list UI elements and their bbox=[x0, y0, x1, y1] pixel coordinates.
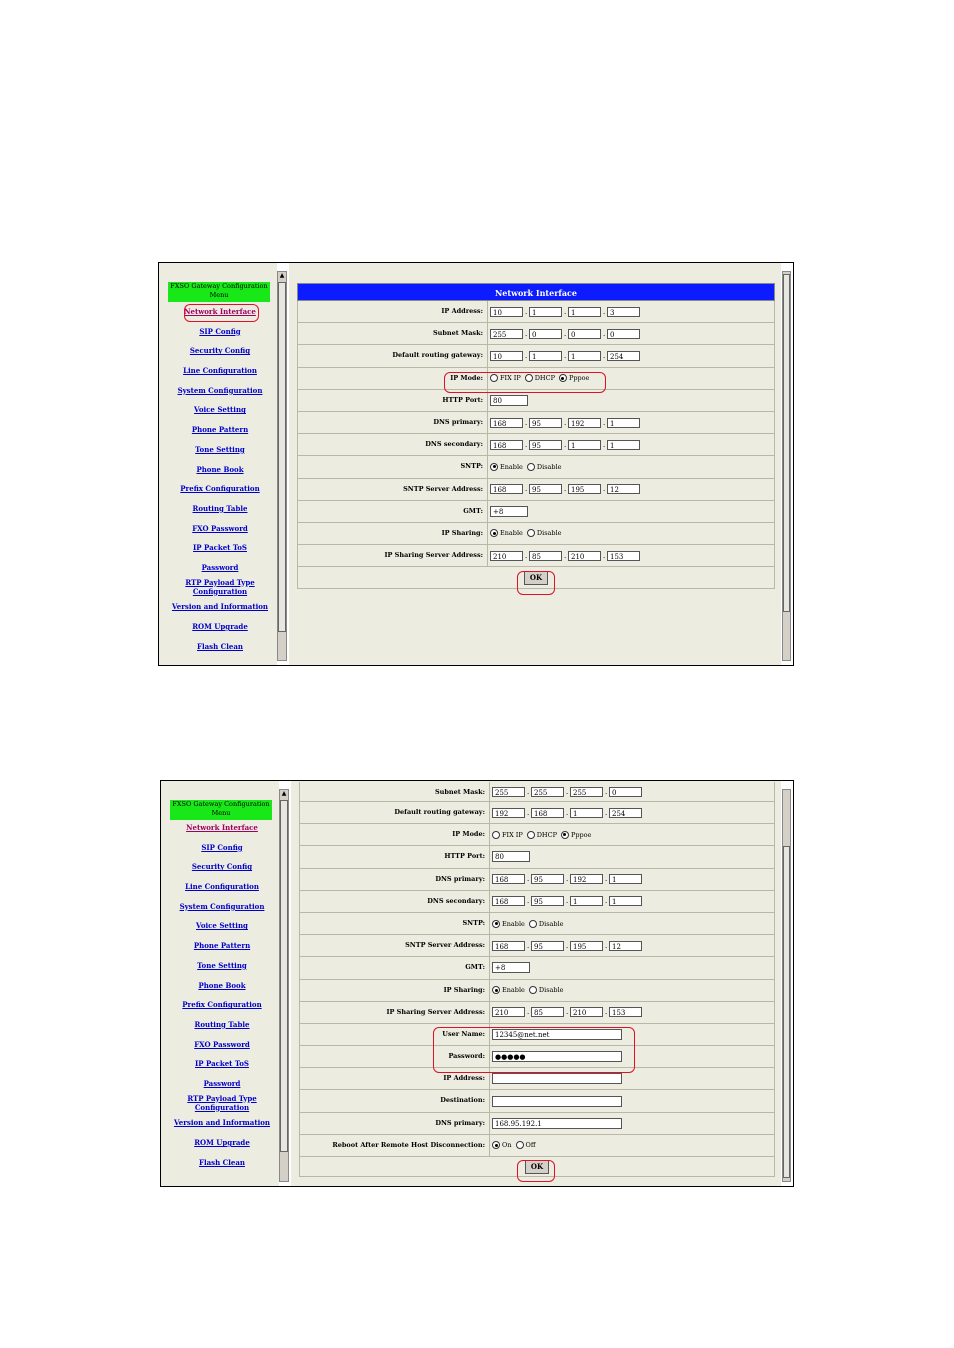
label-subnet-mask: Subnet Mask: bbox=[298, 323, 488, 344]
gateway2-octet-3[interactable]: 1 bbox=[570, 808, 603, 818]
ip-sharing-octet-1[interactable]: 210 bbox=[490, 551, 523, 561]
label-sntp-server: SNTP Server Address: bbox=[298, 479, 488, 500]
sntp2-octet-2[interactable]: 95 bbox=[531, 941, 564, 951]
row-ip-sharing-server: IP Sharing Server Address: 210 . 85 . 210 . 153 bbox=[297, 545, 775, 567]
label-ip-sharing: IP Sharing: bbox=[298, 523, 488, 544]
label-dns-primary: DNS primary: bbox=[298, 412, 488, 433]
menu-scrollbar-thumb[interactable] bbox=[278, 282, 286, 632]
scroll-up-arrow-icon-2[interactable]: ▲ bbox=[281, 790, 287, 797]
row-gmt bbox=[297, 501, 775, 523]
ip-sharing-octet-3[interactable]: 210 bbox=[568, 551, 601, 561]
menu-version-information[interactable]: Version and Information bbox=[171, 602, 268, 612]
menu-ip-packet-tos-2[interactable]: IP Packet ToS bbox=[195, 1059, 249, 1069]
config-menu-panel-2 bbox=[161, 781, 279, 1186]
menu-system-configuration[interactable]: System Configuration bbox=[177, 385, 263, 395]
subnet2-octet-4[interactable]: 0 bbox=[609, 787, 642, 797]
radio-dhcp-2[interactable]: DHCP bbox=[527, 831, 557, 839]
menu-line-configuration[interactable]: Line Configuration bbox=[183, 366, 257, 376]
row-dns-primary-2: DNS primary: 168 . 95 . 192 . 1 bbox=[299, 869, 775, 891]
config-menu-2 bbox=[161, 818, 283, 1172]
dns2-secondary-octet-3[interactable]: 1 bbox=[570, 896, 603, 906]
menu-tone-setting-2[interactable]: Tone Setting bbox=[197, 960, 247, 970]
menu-prefix-configuration-2[interactable]: Prefix Configuration bbox=[182, 1000, 262, 1010]
row-sntp-2 bbox=[299, 913, 775, 935]
radio-ip-sharing-disable-2[interactable]: Disable bbox=[529, 986, 564, 994]
label-user-name: User Name: bbox=[300, 1024, 490, 1045]
row-dns-secondary-2: DNS secondary: 168 . 95 . 1 . 1 bbox=[299, 891, 775, 913]
highlight-ip-mode bbox=[444, 372, 606, 393]
pppoe-ip-address-input[interactable] bbox=[492, 1073, 622, 1084]
menu-security-config[interactable]: Security Config bbox=[189, 346, 251, 356]
menu-voice-setting-2[interactable]: Voice Setting bbox=[196, 921, 248, 931]
menu-phone-book-2[interactable]: Phone Book bbox=[198, 980, 246, 990]
dns-primary-octet-1[interactable]: 168 bbox=[490, 418, 523, 428]
ok-button[interactable]: OK bbox=[524, 571, 548, 585]
row-dns-primary: DNS primary: 168 . 95 . 192 . 1 bbox=[297, 412, 775, 434]
label-password: Password: bbox=[300, 1046, 490, 1067]
menu-flash-clean[interactable]: Flash Clean bbox=[197, 641, 243, 651]
label-pppoe-dns-primary: DNS primary: bbox=[300, 1113, 490, 1134]
label-ip-sharing-2: IP Sharing: bbox=[300, 980, 490, 1001]
radio-reboot-off[interactable]: Off bbox=[516, 1141, 536, 1149]
menu-password-2[interactable]: Password bbox=[203, 1078, 241, 1088]
sntp2-octet-3[interactable]: 195 bbox=[570, 941, 603, 951]
dns2-primary-octet-3[interactable]: 192 bbox=[570, 874, 603, 884]
label-dns-secondary-2: DNS secondary: bbox=[300, 891, 490, 912]
gateway-octet-2[interactable]: 1 bbox=[529, 351, 562, 361]
menu-phone-pattern-2[interactable]: Phone Pattern bbox=[193, 941, 251, 951]
radio-fix-ip[interactable]: FIX IP bbox=[490, 374, 521, 382]
menu-header: FXSO Gateway Configuration Menu bbox=[168, 282, 270, 302]
subnet-octet-1[interactable]: 255 bbox=[490, 329, 523, 339]
gateway-octet-4[interactable]: 254 bbox=[607, 351, 640, 361]
screenshot-network-interface bbox=[158, 262, 794, 666]
content-scrollbar[interactable] bbox=[782, 271, 791, 661]
label-ip-address: IP Address: bbox=[298, 301, 488, 322]
menu-phone-pattern[interactable]: Phone Pattern bbox=[191, 425, 249, 435]
label-subnet-mask-2: Subnet Mask: bbox=[300, 782, 490, 801]
row-dns-secondary: DNS secondary: 168 . 95 . 1 . 1 bbox=[297, 434, 775, 456]
dns-secondary-octet-4[interactable]: 1 bbox=[607, 440, 640, 450]
sntp2-octet-4[interactable]: 12 bbox=[609, 941, 642, 951]
pppoe-form bbox=[299, 782, 775, 1177]
ip-address-octet-3[interactable]: 1 bbox=[568, 307, 601, 317]
gmt-input[interactable]: +8 bbox=[490, 506, 528, 517]
network-interface-panel bbox=[289, 263, 781, 665]
sntp-octet-4[interactable]: 12 bbox=[607, 484, 640, 494]
label-ip-mode: IP Mode: bbox=[298, 368, 488, 389]
menu-version-information-2[interactable]: Version and Information bbox=[173, 1118, 270, 1128]
menu-system-configuration-2[interactable]: System Configuration bbox=[179, 901, 265, 911]
subnet-octet-4[interactable]: 0 bbox=[607, 329, 640, 339]
dns2-secondary-octet-1[interactable]: 168 bbox=[492, 896, 525, 906]
ip-sharing-octet-4[interactable]: 153 bbox=[607, 551, 640, 561]
menu-header-2: FXSO Gateway Configuration Menu bbox=[170, 800, 272, 820]
dns-primary-octet-2[interactable]: 95 bbox=[529, 418, 562, 428]
highlight-ok-button bbox=[517, 571, 555, 595]
row-sntp-server-2: SNTP Server Address: 168 . 95 . 195 . 12 bbox=[299, 935, 775, 957]
sntp-octet-3[interactable]: 195 bbox=[568, 484, 601, 494]
menu-flash-clean-2[interactable]: Flash Clean bbox=[199, 1157, 245, 1167]
ip-address-octet-1[interactable]: 10 bbox=[490, 307, 523, 317]
menu-line-configuration-2[interactable]: Line Configuration bbox=[185, 882, 259, 892]
dns2-primary-octet-4[interactable]: 1 bbox=[609, 874, 642, 884]
sntp-octet-1[interactable]: 168 bbox=[490, 484, 523, 494]
label-sntp: SNTP: bbox=[298, 456, 488, 477]
radio-ip-sharing-enable-2[interactable]: Enable bbox=[492, 986, 525, 994]
subnet2-octet-1[interactable]: 255 bbox=[492, 787, 525, 797]
radio-dhcp[interactable]: DHCP bbox=[525, 374, 555, 382]
ok-button-2[interactable]: OK bbox=[525, 1160, 549, 1174]
menu-scrollbar[interactable] bbox=[277, 271, 287, 661]
sntp2-octet-1[interactable]: 168 bbox=[492, 941, 525, 951]
gateway2-octet-1[interactable]: 192 bbox=[492, 808, 525, 818]
menu-fxo-password-2[interactable]: FXO Password bbox=[194, 1039, 250, 1049]
content-scrollbar-thumb-2[interactable] bbox=[783, 846, 790, 1178]
row-gmt-2 bbox=[299, 957, 775, 979]
subnet2-octet-3[interactable]: 255 bbox=[570, 787, 603, 797]
dns-primary-octet-4[interactable]: 1 bbox=[607, 418, 640, 428]
menu-routing-table[interactable]: Routing Table bbox=[192, 503, 248, 513]
dns-secondary-octet-3[interactable]: 1 bbox=[568, 440, 601, 450]
row-ip-sharing-server-2: IP Sharing Server Address: 210 . 85 . 210 . 153 bbox=[299, 1002, 775, 1024]
label-destination: Destination: bbox=[300, 1090, 490, 1111]
radio-sntp-enable-2[interactable]: Enable bbox=[492, 920, 525, 928]
label-gateway: Default routing gateway: bbox=[298, 345, 488, 366]
row-ip-sharing-2 bbox=[299, 980, 775, 1002]
menu-rtp-payload-type[interactable]: RTP Payload Type Configuration bbox=[185, 577, 255, 596]
label-gmt: GMT: bbox=[298, 501, 488, 522]
radio-pppoe-2[interactable]: Pppoe bbox=[561, 831, 591, 839]
label-ip-sharing-server: IP Sharing Server Address: bbox=[298, 545, 488, 566]
highlight-user-credentials bbox=[433, 1027, 635, 1073]
radio-sntp-disable-2[interactable]: Disable bbox=[529, 920, 564, 928]
dns-secondary-octet-1[interactable]: 168 bbox=[490, 440, 523, 450]
menu-sip-config-2[interactable]: SIP Config bbox=[201, 842, 243, 852]
radio-ip-sharing-disable[interactable]: Disable bbox=[527, 529, 562, 537]
http-port-input[interactable]: 80 bbox=[490, 395, 528, 406]
highlight-menu-network-interface bbox=[184, 304, 259, 322]
password-input[interactable]: ●●●●● bbox=[492, 1051, 622, 1062]
menu-password[interactable]: Password bbox=[201, 562, 239, 572]
row-ip-mode-2 bbox=[299, 824, 775, 846]
http-port-input-2[interactable]: 80 bbox=[492, 851, 530, 862]
dns-secondary-octet-2[interactable]: 95 bbox=[529, 440, 562, 450]
row-http-port bbox=[297, 390, 775, 412]
highlight-ok-button-2 bbox=[517, 1160, 555, 1182]
menu-rom-upgrade[interactable]: ROM Upgrade bbox=[192, 622, 248, 631]
gateway-octet-3[interactable]: 1 bbox=[568, 351, 601, 361]
row-pppoe-dns-primary bbox=[299, 1113, 775, 1135]
content-scrollbar-2[interactable] bbox=[782, 789, 791, 1182]
row-reboot bbox=[299, 1135, 775, 1157]
dns2-secondary-octet-2[interactable]: 95 bbox=[531, 896, 564, 906]
menu-network-interface-2[interactable]: Network Interface bbox=[186, 823, 258, 832]
pppoe-panel bbox=[291, 781, 781, 1186]
row-ip-sharing bbox=[297, 523, 775, 545]
label-dns-secondary: DNS secondary: bbox=[298, 434, 488, 455]
row-subnet-mask: Subnet Mask: 255 . 0 . 0 . 0 bbox=[297, 323, 775, 345]
menu-security-config-2[interactable]: Security Config bbox=[191, 862, 253, 872]
menu-scrollbar-thumb-2[interactable] bbox=[280, 800, 288, 1152]
menu-ip-packet-tos[interactable]: IP Packet ToS bbox=[193, 543, 247, 553]
menu-phone-book[interactable]: Phone Book bbox=[196, 464, 244, 474]
label-ip-mode-2: IP Mode: bbox=[300, 824, 490, 845]
label-gmt-2: GMT: bbox=[300, 957, 490, 978]
subnet2-octet-2[interactable]: 255 bbox=[531, 787, 564, 797]
row-gateway-2: Default routing gateway: 192 . 168 . 1 . 254 bbox=[299, 802, 775, 824]
menu-network-interface[interactable]: Network Interface bbox=[184, 307, 256, 316]
content-scrollbar-thumb[interactable] bbox=[783, 274, 790, 612]
radio-ip-sharing-enable[interactable]: Enable bbox=[490, 529, 523, 537]
sntp-octet-2[interactable]: 95 bbox=[529, 484, 562, 494]
label-http-port: HTTP Port: bbox=[298, 390, 488, 411]
ip-address-octet-4[interactable]: 3 bbox=[607, 307, 640, 317]
ip-sharing2-octet-4[interactable]: 153 bbox=[609, 1007, 642, 1017]
label-pppoe-ip-address: IP Address: bbox=[300, 1068, 490, 1089]
label-dns-primary-2: DNS primary: bbox=[300, 869, 490, 890]
config-menu-panel bbox=[159, 263, 277, 665]
subnet-octet-3[interactable]: 0 bbox=[568, 329, 601, 339]
ip-sharing2-octet-2[interactable]: 85 bbox=[531, 1007, 564, 1017]
radio-reboot-on[interactable]: On bbox=[492, 1141, 512, 1149]
label-sntp-2: SNTP: bbox=[300, 913, 490, 934]
subnet-octet-2[interactable]: 0 bbox=[529, 329, 562, 339]
user-name-input[interactable]: 12345@net.net bbox=[492, 1029, 622, 1040]
label-ip-sharing-server-2: IP Sharing Server Address: bbox=[300, 1002, 490, 1023]
label-gateway-2: Default routing gateway: bbox=[300, 802, 490, 823]
radio-pppoe[interactable]: Pppoe bbox=[559, 374, 589, 382]
menu-voice-setting[interactable]: Voice Setting bbox=[194, 405, 246, 415]
radio-fix-ip-2[interactable]: FIX IP bbox=[492, 831, 523, 839]
row-sntp bbox=[297, 456, 775, 478]
radio-sntp-disable[interactable]: Disable bbox=[527, 463, 562, 471]
network-interface-form bbox=[297, 283, 775, 589]
pppoe-dns-primary-input[interactable]: 168.95.192.1 bbox=[492, 1118, 622, 1129]
row-ip-address: IP Address: 10 . 1 . 1 . 3 bbox=[297, 301, 775, 323]
menu-routing-table-2[interactable]: Routing Table bbox=[194, 1019, 250, 1029]
screenshot-pppoe-settings bbox=[160, 780, 794, 1187]
menu-sip-config[interactable]: SIP Config bbox=[199, 326, 241, 336]
label-reboot: Reboot After Remote Host Disconnection: bbox=[300, 1135, 490, 1156]
dns2-secondary-octet-4[interactable]: 1 bbox=[609, 896, 642, 906]
dns-primary-octet-3[interactable]: 192 bbox=[568, 418, 601, 428]
ip-sharing-octet-2[interactable]: 85 bbox=[529, 551, 562, 561]
ip-sharing2-octet-1[interactable]: 210 bbox=[492, 1007, 525, 1017]
form-title: Network Interface bbox=[297, 283, 775, 301]
row-gateway: Default routing gateway: 10 . 1 . 1 . 254 bbox=[297, 345, 775, 367]
row-sntp-server: SNTP Server Address: 168 . 95 . 195 . 12 bbox=[297, 479, 775, 501]
config-menu bbox=[159, 302, 281, 656]
scroll-up-arrow-icon[interactable]: ▲ bbox=[279, 272, 285, 279]
row-destination bbox=[299, 1090, 775, 1112]
dns2-primary-octet-1[interactable]: 168 bbox=[492, 874, 525, 884]
gateway2-octet-2[interactable]: 168 bbox=[531, 808, 564, 818]
menu-tone-setting[interactable]: Tone Setting bbox=[195, 444, 245, 454]
menu-rtp-payload-type-2[interactable]: RTP Payload Type Configuration bbox=[187, 1093, 257, 1112]
destination-input[interactable] bbox=[492, 1096, 622, 1107]
radio-sntp-enable[interactable]: Enable bbox=[490, 463, 523, 471]
label-http-port-2: HTTP Port: bbox=[300, 846, 490, 867]
label-sntp-server-2: SNTP Server Address: bbox=[300, 935, 490, 956]
row-http-port-2 bbox=[299, 846, 775, 868]
ip-address-octet-2[interactable]: 1 bbox=[529, 307, 562, 317]
dns2-primary-octet-2[interactable]: 95 bbox=[531, 874, 564, 884]
ip-sharing2-octet-3[interactable]: 210 bbox=[570, 1007, 603, 1017]
menu-prefix-configuration[interactable]: Prefix Configuration bbox=[180, 484, 260, 494]
gmt-input-2[interactable]: +8 bbox=[492, 962, 530, 973]
menu-scrollbar-2[interactable] bbox=[279, 789, 289, 1182]
gateway2-octet-4[interactable]: 254 bbox=[609, 808, 642, 818]
menu-rom-upgrade-2[interactable]: ROM Upgrade bbox=[194, 1138, 250, 1147]
row-subnet-mask-2: Subnet Mask: 255 . 255 . 255 . 0 bbox=[299, 782, 775, 802]
gateway-octet-1[interactable]: 10 bbox=[490, 351, 523, 361]
menu-fxo-password[interactable]: FXO Password bbox=[192, 523, 248, 533]
